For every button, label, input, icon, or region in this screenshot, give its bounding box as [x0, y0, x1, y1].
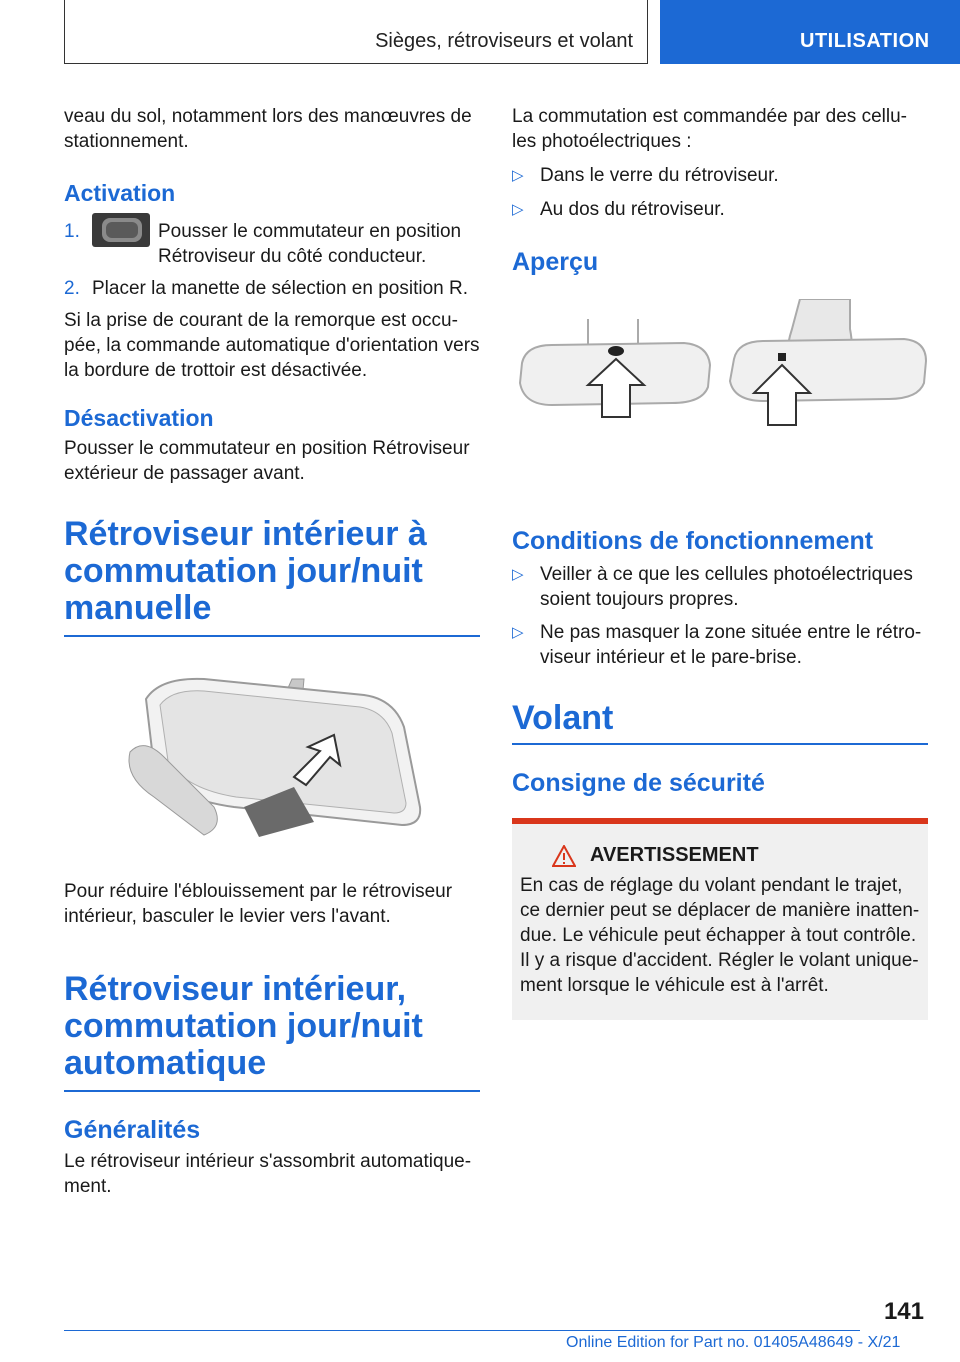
conditions-heading: Conditions de fonctionnement [512, 527, 874, 555]
deactivation-text: Pousser le commutateur en position Rétroviseur extérieur de passager avant. [64, 438, 470, 484]
photocell-intro: La commutation est commandée par des cellu-les photoélectriques : [512, 106, 907, 152]
mirror-switch-icon [92, 213, 150, 247]
photocell-bullet-1: ▷ Dans le verre du rétroviseur. [512, 165, 779, 186]
bullet-triangle-icon: ▷ [512, 167, 524, 184]
header-section-box [64, 0, 648, 64]
bullet-triangle-icon: ▷ [512, 624, 524, 641]
section-rule [64, 635, 480, 637]
warning-text: En cas de réglage du volant pendant le trajet, ce dernier peut se déplacer de manière inatten-due. Le véhicule peut échapper à tout contrôle. Il y a risque d'accident. Régler le volant unique-ment lorsque le véhicule est à l'arrêt. [520, 875, 920, 996]
step-text: Pousser le commutateur en position Rétroviseur du côté conducteur. [158, 221, 462, 267]
overview-heading: Aperçu [512, 248, 599, 276]
section-rule [512, 743, 928, 745]
manual-mirror-text: Pour réduire l'éblouissement par le rétroviseur intérieur, basculer le levier vers l'avant. [64, 881, 453, 927]
manual-mirror-heading: Rétroviseur intérieur à commutation jour/nuit manuelle [64, 515, 427, 627]
warning-header [552, 844, 920, 867]
right-column [512, 104, 928, 1020]
page-number: 141 [883, 1298, 924, 1325]
bullet-triangle-icon: ▷ [512, 566, 524, 583]
activation-step-1 [64, 219, 480, 269]
section-rule [64, 1090, 480, 1092]
photocell-bullet-2: ▷ Au dos du rétroviseur. [512, 199, 725, 220]
warning-box [512, 818, 928, 1020]
general-text: Le rétroviseur intérieur s'assombrit automatique-ment. [64, 1151, 472, 1197]
auto-mirror-heading: Rétroviseur intérieur, commutation jour/nuit automatique [64, 970, 423, 1082]
footer-edition-text: Online Edition for Part no. 01405A48649 - X/21 [566, 1334, 901, 1351]
photocell-overview-illustration [512, 299, 928, 469]
warning-triangle-icon [552, 845, 576, 867]
header-chapter-tab[interactable] [660, 0, 960, 64]
warning-label: AVERTISSEMENT [590, 844, 759, 866]
step-number: 1. [64, 221, 80, 242]
condition-item-2: ▷ Ne pas masquer la zone située entre le rétro-viseur intérieur et le pare-brise. [512, 622, 922, 668]
manual-mirror-illustration [64, 657, 480, 857]
steering-heading: Volant [512, 699, 614, 737]
general-heading: Généralités [64, 1116, 201, 1144]
footer-rule [64, 1330, 860, 1331]
activation-step-2 [64, 276, 480, 301]
step-text: Placer la manette de sélection en position R. [92, 278, 468, 299]
header-section-title: Sièges, rétroviseurs et volant [375, 30, 633, 52]
condition-item-1: ▷ Veiller à ce que les cellules photoélectriques soient toujours propres. [512, 564, 913, 610]
header-chapter-label: UTILISATION [800, 30, 930, 52]
step-number: 2. [64, 278, 80, 299]
deactivation-heading: Désactivation [64, 405, 214, 431]
left-column [64, 104, 480, 1199]
activation-note: Si la prise de courant de la remorque est occu-pée, la commande automatique d'orientation vers la bordure de trottoir est désactivée. [64, 310, 480, 381]
activation-heading: Activation [64, 180, 176, 206]
bullet-triangle-icon: ▷ [512, 201, 524, 218]
intro-text: veau du sol, notamment lors des manœuvres de stationnement. [64, 106, 472, 152]
safety-heading: Consigne de sécurité [512, 769, 765, 797]
